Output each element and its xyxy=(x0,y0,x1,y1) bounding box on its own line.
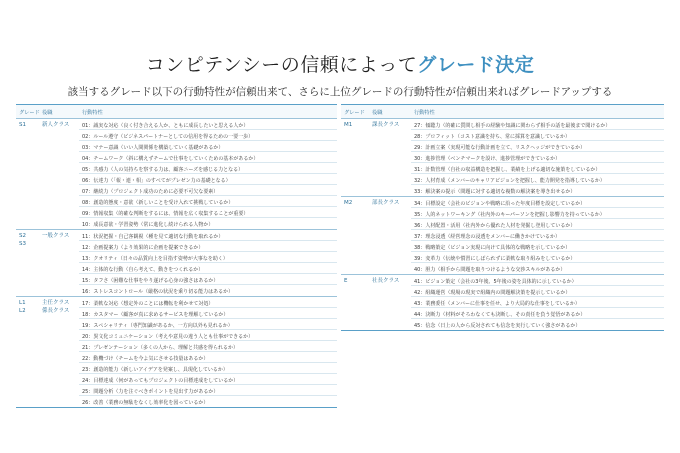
behavior-row: 35：人的ネットワーキング（社内外のキーパーソンを把握し影響力を持っているか） xyxy=(411,208,664,219)
behavior-row: 01：誠実な対応（良く付き合える人か、ともに成長したいと思える人か） xyxy=(79,119,337,130)
behavior-row: 05：共感力（人の気持ちを察する力は、顧客ニーズを感じる力となる） xyxy=(79,163,337,174)
grade-group xyxy=(341,196,664,274)
grade-column-header: グレード xyxy=(344,110,365,116)
behavior-row: 42：組織運営（現場の現実で組織内の問題解決策を提示しているか） xyxy=(411,286,664,297)
behavior-row: 21：プレゼンテーション（多くの人から、理解と共感を得られるか） xyxy=(79,341,337,352)
role-cell: 社長クラス xyxy=(372,278,400,284)
behavior-row: 14：主体的な行動（自ら考えて、動きをつくれるか） xyxy=(79,263,337,274)
grade-cell: M2 xyxy=(344,200,353,206)
behavior-row: 43：業務委任（メンバーに仕事を任せ、より大局的な仕事をしているか） xyxy=(411,297,664,308)
grade-cell: M1 xyxy=(344,122,353,128)
behavior-row: 16：ストレスコントロール（厳格の状況を乗り切る能力はあるか） xyxy=(82,288,234,295)
behavior-row: 23：創造的能力（新しいアイデアを発案し、具現化しているか） xyxy=(79,363,337,374)
title-main: コンピテンシーの信頼によって xyxy=(145,54,418,76)
behavior-row: 27：傾聴力（的確に質問し相手の経験や知識に関わらず相手の話を最後まで聞けるか） xyxy=(411,119,664,130)
behavior-row: 15：タフさ（困難な仕事をやり遂げる心身の強さはあるか） xyxy=(79,274,337,285)
role-cell: 新人クラス xyxy=(42,122,70,128)
behavior-row: 10：成長意欲・学習姿勢（常に進化し続けられる人物か） xyxy=(82,221,214,228)
behavior-row: 20：異文化コミュニケーション（考えや意見の違う人とも仕事ができるか） xyxy=(79,330,337,341)
behavior-row: 07：継続力（プロジェクト成功のために必要不可欠な要素） xyxy=(79,185,337,196)
behavior-list xyxy=(79,297,337,407)
behavior-row: 13：クオリティ（日々の品質向上を目指す姿勢が大事なを助く） xyxy=(79,252,337,263)
behavior-row: 29：計画立案（実現可能な行動計画を立て、リスクヘッジができているか） xyxy=(411,141,664,152)
behavior-list xyxy=(79,119,337,229)
behavior-row: 19：スペシャリティ（専門知識があるか、一方向以外も見れるか） xyxy=(79,319,337,330)
grade-cell: S2 S3 xyxy=(19,233,26,247)
right-competency-table xyxy=(341,104,664,331)
role-cell: 部長クラス xyxy=(372,200,400,206)
left-table-header xyxy=(16,105,337,119)
behavior-column-header: 行動特性 xyxy=(82,110,103,116)
behavior-row: 30：進捗管理（ベンチマークを設け、進捗管理ができているか） xyxy=(411,152,664,163)
behavior-row: 37：理念浸透（経営理念の浸透をメンバーに働きかけているか） xyxy=(411,230,664,241)
behavior-row: 33：解決案の提示（問題に対する適切な複数の解決案を導き出せるか） xyxy=(414,188,576,195)
behavior-row: 12：企画提案力（より効果的に企画を提案できるか） xyxy=(79,241,337,252)
behavior-row: 36：人材配置・活用（社内外から優れた人材を発掘し登用しているか） xyxy=(411,219,664,230)
page-title xyxy=(0,50,680,77)
behavior-row: 24：目標達成（何があってもプロジェクトの目標達成をしているか） xyxy=(79,374,337,385)
grade-cell: S1 xyxy=(19,122,26,128)
grade-column-header: グレード xyxy=(19,110,40,116)
behavior-row: 40：胆力（相手から問題を取りつけるような交渉スキルがあるか） xyxy=(414,266,566,273)
behavior-row: 32：人材育成（メンバーのキャリアビジョンを把握し、能力開発を指導しているか） xyxy=(411,174,664,185)
grade-group xyxy=(341,274,664,330)
role-column-header: 役職 xyxy=(372,110,383,116)
title-accent: グレード決定 xyxy=(417,54,535,76)
role-cell: 一般クラス xyxy=(42,233,70,239)
grade-cell: E xyxy=(344,278,348,284)
page-subtitle: 該当するグレード以下の行動特性が信頼出来て、さらに上位グレードの行動特性が信頼出来ればグレードアップする xyxy=(67,86,613,98)
left-competency-table xyxy=(16,104,337,408)
behavior-row: 25：問題分析（力を注ぐべきポイントを見出す力があるか） xyxy=(79,385,337,396)
behavior-row: 11：状況把握・自己客観視（種を見て適切な行動を取れるか） xyxy=(79,230,337,241)
role-cell: 課長クラス xyxy=(372,122,400,128)
grade-cell: L1 L2 xyxy=(19,300,26,314)
behavior-row: 09：情報収集（的確な判断をするには、情報を広く収集することが重要） xyxy=(79,207,337,218)
behavior-row: 39：変革力（伝統や慣習にしばられずに柔軟な取り組みをしているか） xyxy=(411,252,664,263)
grade-group xyxy=(16,296,337,407)
behavior-column-header: 行動特性 xyxy=(414,110,435,116)
behavior-row: 08：創造的態度・意欲（新しいことを受け入れて挑戦しているか） xyxy=(79,196,337,207)
behavior-list xyxy=(411,275,664,330)
role-column-header: 役職 xyxy=(42,110,53,116)
behavior-row: 03：マナー意識（いい人間関係を構築していく基礎があるか） xyxy=(79,141,337,152)
behavior-list xyxy=(411,119,664,196)
behavior-list xyxy=(79,230,337,296)
behavior-row: 06：伝達力（「報・連・相」のすべてがプレゼン力の基礎となる） xyxy=(79,174,337,185)
behavior-row: 44：決断力（材料がそろわなくても決断し、その責任を負う覚悟があるか） xyxy=(411,308,664,319)
behavior-row: 41：ビジョン策定（会社の3年後、5年後の姿を具体的に示しているか） xyxy=(411,275,664,286)
behavior-row: 22：動機づけ（チームを今よ気にさせる技量はあるか） xyxy=(79,352,337,363)
behavior-row: 18：カスタマー（顧客が真に求めるサービスを理解しているか） xyxy=(79,308,337,319)
behavior-row: 28：プロフィット（コスト意識を持ち、常に採算を意識しているか） xyxy=(411,130,664,141)
role-cell: 主任クラス 係長クラス xyxy=(42,300,70,314)
grade-group xyxy=(16,229,337,296)
right-table-body xyxy=(341,119,664,330)
left-table-body xyxy=(16,119,337,407)
grade-group xyxy=(341,119,664,196)
behavior-row: 45：信念（日上の人から反対されても信念を実行していく強さがあるか） xyxy=(414,322,581,329)
behavior-row: 26：改善（業務の無駄をなくし効率化を図っているか） xyxy=(82,399,209,406)
behavior-row: 31：計数管理（自社の収益構造を把握し、業績を上げる適切な施策をしているか） xyxy=(411,163,664,174)
behavior-row: 38：戦略策定（ビジョン実現に向けて具体的な戦略を示しているか） xyxy=(411,241,664,252)
behavior-list xyxy=(411,197,664,274)
behavior-row: 34：目標設定（会社のビジョンや戦略に沿った年度目標を設定しているか） xyxy=(411,197,664,208)
right-table-header xyxy=(341,105,664,119)
behavior-row: 04：チームワーク（斜に構えずチームで仕事をしていくための基本があるか） xyxy=(79,152,337,163)
behavior-row: 17：柔軟な対応（想定外のことには機転を利かせて対処） xyxy=(79,297,337,308)
grade-group xyxy=(16,119,337,229)
behavior-row: 02：ルール遵守（ビジネスパートナーとしての信用を得るための一要一歩） xyxy=(79,130,337,141)
